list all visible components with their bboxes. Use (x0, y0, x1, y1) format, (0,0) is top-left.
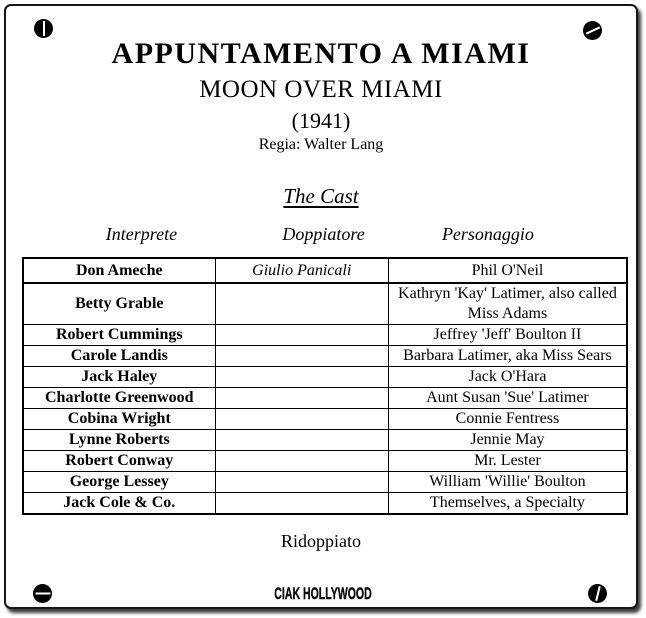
cast-section-heading: The Cast (283, 184, 359, 209)
cast-cell-doppiatore (215, 367, 388, 388)
cast-cell-personaggio: Phil O'Neil (388, 258, 627, 283)
cast-cell-interprete: George Lessey (23, 472, 215, 493)
cast-cell-doppiatore (215, 346, 388, 367)
cast-cell-doppiatore (215, 388, 388, 409)
cast-cell-personaggio: Themselves, a Specialty (388, 493, 627, 515)
card-content (6, 6, 636, 607)
cast-cell-doppiatore (215, 283, 388, 325)
cast-cell-personaggio: Jack O'Hara (388, 367, 627, 388)
table-row (23, 493, 627, 515)
cast-cell-doppiatore (215, 430, 388, 451)
table-row (23, 258, 627, 283)
table-row (23, 346, 627, 367)
screw-bottom-left-icon (33, 584, 52, 603)
cast-cell-doppiatore (215, 472, 388, 493)
cast-cell-interprete: Cobina Wright (23, 409, 215, 430)
cast-cell-interprete: Jack Cole & Co. (23, 493, 215, 515)
table-row (23, 325, 627, 346)
cast-cell-doppiatore (215, 451, 388, 472)
cast-cell-personaggio: Barbara Latimer, aka Miss Sears (388, 346, 627, 367)
cast-cell-interprete: Don Ameche (23, 258, 215, 283)
cast-cell-doppiatore (215, 493, 388, 515)
cast-cell-interprete: Robert Cummings (23, 325, 215, 346)
table-row (23, 367, 627, 388)
cast-cell-personaggio: William 'Willie' Boulton (388, 472, 627, 493)
table-row (23, 451, 627, 472)
movie-year: (1941) (291, 107, 351, 133)
table-column-headers (6, 224, 636, 248)
cast-cell-personaggio: Kathryn 'Kay' Latimer, also called Miss Adams (388, 283, 627, 325)
table-row (23, 283, 627, 325)
cast-cell-personaggio: Aunt Susan 'Sue' Latimer (388, 388, 627, 409)
cast-cell-doppiatore (215, 325, 388, 346)
column-header-personaggio: Personaggio (441, 224, 534, 245)
cast-cell-interprete: Lynne Roberts (23, 430, 215, 451)
redub-note: Ridoppiato (281, 531, 361, 552)
cast-cell-interprete: Jack Haley (23, 367, 215, 388)
cast-cell-interprete: Betty Grable (23, 283, 215, 325)
cast-cell-doppiatore (215, 409, 388, 430)
table-row (23, 472, 627, 493)
screw-bottom-right-icon (588, 584, 607, 603)
cast-cell-interprete: Carole Landis (23, 346, 215, 367)
movie-title-italian: APPUNTAMENTO A MIAMI (111, 37, 531, 70)
cast-cell-personaggio: Connie Fentress (388, 409, 627, 430)
screw-top-left-icon (34, 19, 53, 38)
movie-title-original: MOON OVER MIAMI (199, 75, 443, 103)
column-header-doppiatore: Doppiatore (282, 224, 365, 245)
cast-cell-personaggio: Jennie May (388, 430, 627, 451)
cast-cell-interprete: Charlotte Greenwood (23, 388, 215, 409)
cast-table (22, 257, 628, 515)
studio-logo: CIAK HOLLYWOOD (274, 584, 372, 603)
table-row (23, 388, 627, 409)
cast-cell-interprete: Robert Conway (23, 451, 215, 472)
table-row (23, 430, 627, 451)
director-line: Regia: Walter Lang (258, 135, 384, 153)
cast-cell-personaggio: Mr. Lester (388, 451, 627, 472)
cast-cell-doppiatore: Giulio Panicali (215, 258, 388, 283)
screw-top-right-icon (583, 21, 602, 40)
credits-card (4, 4, 638, 609)
cast-cell-personaggio: Jeffrey 'Jeff' Boulton II (388, 325, 627, 346)
column-header-interprete: Interprete (105, 224, 178, 245)
table-row (23, 409, 627, 430)
